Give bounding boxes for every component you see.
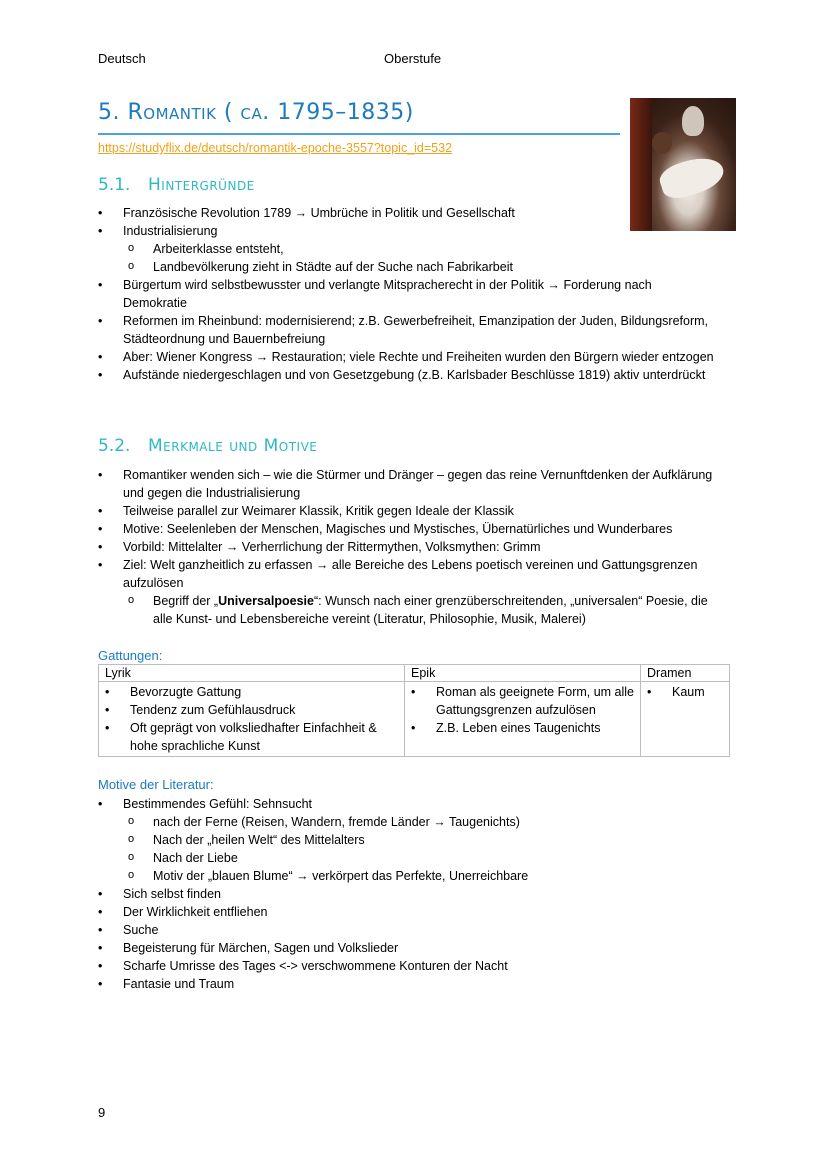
sub-suffix: “: Wunsch nach einer grenzüberschreitenden, „universalen“ Poesie, die alle Kunst- und Lebensbereiche vereint (Literatur, Philosophie, Musik, Malerei) — [153, 594, 708, 626]
page-number: 9 — [98, 1105, 106, 1120]
page-title: 5. Romantik ( ca. 1795–1835) — [98, 100, 414, 125]
table-header-row — [99, 665, 730, 682]
list-item: • Sich selbst finden — [98, 885, 728, 903]
gattungen-heading: Gattungen: — [98, 648, 163, 663]
list-item: • Begeisterung für Märchen, Sagen und Volkslieder — [98, 939, 728, 957]
list-item: • Motive: Seelenleben der Menschen, Magisches und Mystisches, Übernatürliches und Wunderbares — [98, 520, 728, 538]
list-subitem: o Landbevölkerung zieht in Städte auf der Suche nach Fabrikarbeit — [98, 258, 718, 276]
cell-epik — [405, 682, 641, 757]
list-item: • Oft geprägt von volksliedhafter Einfachheit & hohe sprachliche Kunst — [105, 719, 398, 755]
list-item: • Teilweise parallel zur Weimarer Klassik, Kritik gegen Ideale der Klassik — [98, 502, 728, 520]
hintergruende-list — [98, 204, 718, 384]
section-number: 5.1. — [98, 175, 131, 195]
painting-sleeping-figure — [656, 151, 727, 203]
list-item: • Kaum — [647, 683, 723, 701]
list-subitem: o nach der Ferne (Reisen, Wandern, fremde Länder → Taugenichts) — [98, 813, 728, 831]
source-link[interactable]: https://studyflix.de/deutsch/romantik-epoche-3557?topic_id=532 — [98, 141, 453, 155]
list-subitem: o Arbeiterklasse entsteht, — [98, 240, 718, 258]
table-row — [99, 682, 730, 757]
list-subitem-universalpoesie — [98, 592, 728, 628]
list-item: • Französische Revolution 1789 → Umbrüche in Politik und Gesellschaft — [98, 204, 718, 222]
cell-lyrik — [99, 682, 405, 757]
list-item: • Aber: Wiener Kongress → Restauration; viele Rechte und Freiheiten wurden den Bürgern wieder entzogen — [98, 348, 718, 366]
list-item: • Der Wirklichkeit entfliehen — [98, 903, 728, 921]
list-item: • Bürgertum wird selbstbewusster und verlangte Mitspracherecht in der Politik → Forderung nach Demokratie — [98, 276, 718, 312]
list-item: • Bestimmendes Gefühl: Sehnsucht — [98, 795, 728, 813]
painting-imp — [652, 132, 672, 154]
list-item: • Tendenz zum Gefühlausdruck — [105, 701, 398, 719]
list-item: • Ziel: Welt ganzheitlich zu erfassen → alle Bereiche des Lebens poetisch vereinen und Gattungsgrenzen aufzulösen — [98, 556, 728, 592]
list-subitem: o Motiv der „blauen Blume“ → verkörpert das Perfekte, Unerreichbare — [98, 867, 728, 885]
column-header-dramen: Dramen — [641, 665, 730, 682]
list-item: • Z.B. Leben eines Taugenichts — [411, 719, 634, 737]
list-subitem: o Nach der Liebe — [98, 849, 728, 867]
section-heading-merkmale — [98, 436, 317, 456]
header-subject: Deutsch — [98, 51, 146, 66]
section-heading-hintergruende — [98, 175, 255, 195]
list-item: • Vorbild: Mittelalter → Verherrlichung der Rittermythen, Volksmythen: Grimm — [98, 538, 728, 556]
list-item: • Reformen im Rheinbund: modernisierend; z.B. Gewerbefreiheit, Emanzipation der Juden, Bildungsreform, Städteordnung und Bauernbefreiung — [98, 312, 718, 348]
list-subitem: o Nach der „heilen Welt“ des Mittelalters — [98, 831, 728, 849]
motive-heading: Motive der Literatur: — [98, 777, 214, 792]
list-item: • Industrialisierung — [98, 222, 718, 240]
section-title: Merkmale und Motive — [148, 436, 318, 456]
painting-horse-head — [682, 106, 704, 136]
list-item: • Suche — [98, 921, 728, 939]
list-item: • Fantasie und Traum — [98, 975, 728, 993]
title-divider — [98, 133, 620, 135]
list-item: • Romantiker wenden sich – wie die Stürmer und Dränger – gegen das reine Vernunftdenken der Aufklärung und gegen die Industrialisierung — [98, 466, 728, 502]
column-header-epik: Epik — [405, 665, 641, 682]
list-item: • Aufstände niedergeschlagen und von Gesetzgebung (z.B. Karlsbader Beschlüsse 1819) aktiv unterdrückt — [98, 366, 718, 384]
section-number: 5.2. — [98, 436, 131, 456]
sub-prefix: Begriff der „ — [153, 594, 219, 608]
cell-dramen — [641, 682, 730, 757]
list-item: • Roman als geeignete Form, um alle Gattungsgrenzen aufzulösen — [411, 683, 634, 719]
header-level: Oberstufe — [384, 51, 442, 66]
gattungen-table — [98, 664, 730, 757]
universalpoesie-term: Universalpoesie — [218, 594, 314, 608]
motive-list — [98, 795, 728, 993]
list-item: • Bevorzugte Gattung — [105, 683, 398, 701]
merkmale-list — [98, 466, 728, 628]
list-item: • Scharfe Umrisse des Tages <-> verschwommene Konturen der Nacht — [98, 957, 728, 975]
section-title: Hintergründe — [148, 175, 255, 195]
column-header-lyrik: Lyrik — [99, 665, 405, 682]
